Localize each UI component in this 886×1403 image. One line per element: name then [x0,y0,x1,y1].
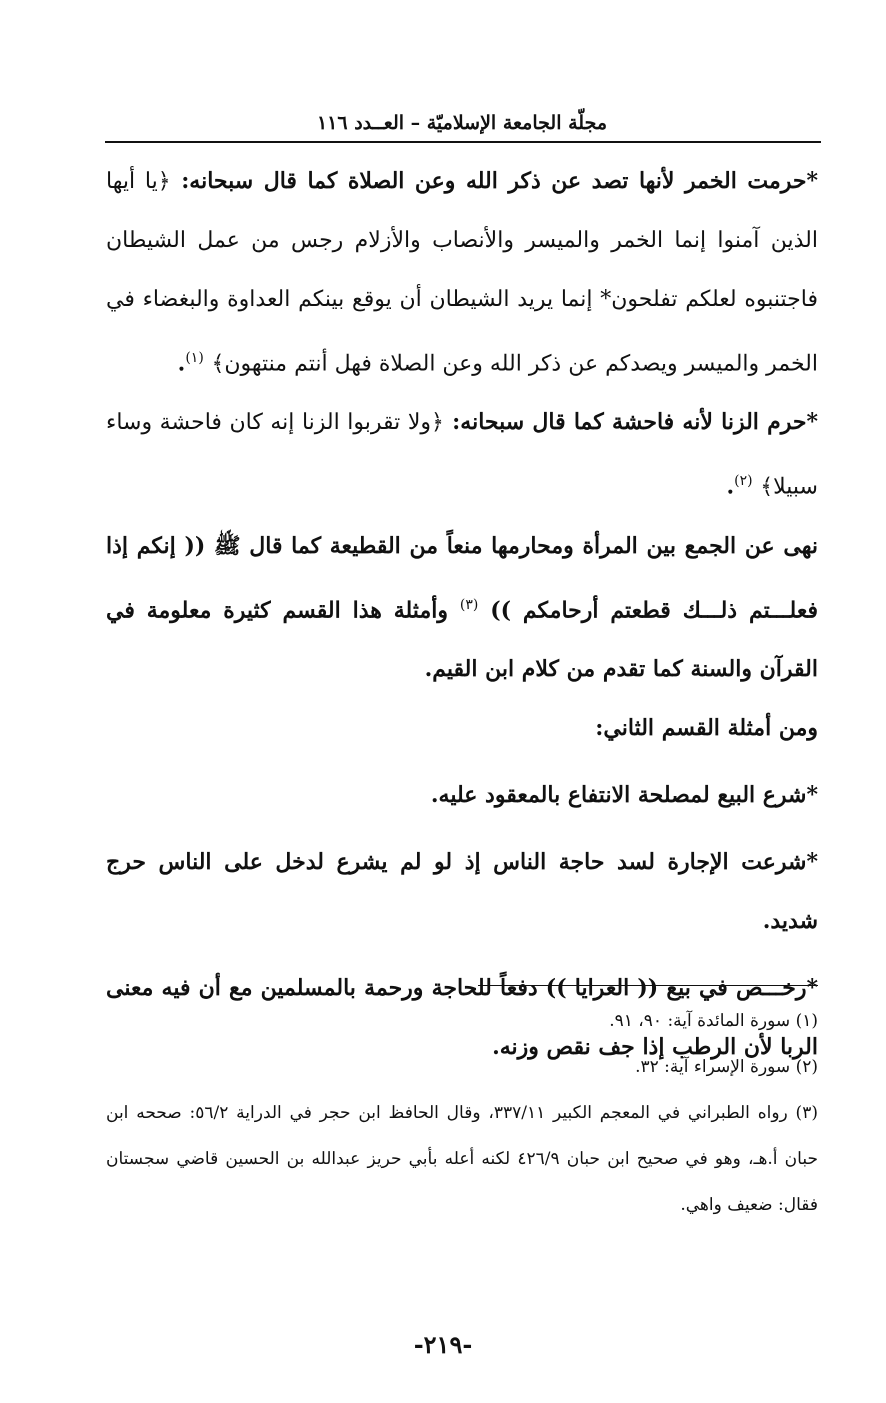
header-divider [105,141,821,143]
footnote-divider [478,985,818,986]
footnote-ref-1: (١) [185,350,204,366]
footnote-1: (١) سورة المائدة آية: ٩٠، ٩١. [609,1011,818,1031]
section-heading-second: ومن أمثلة القسم الثاني: [595,714,818,741]
footnote-ref-2: (٢) [734,473,753,490]
quran-verse-isra: ﴿ولا تقربوا الزنا إنه كان فاحشة وساء سبيلا﴾ [106,410,818,500]
paragraph-kinship-text: نهى عن الجمع بين المرأة ومحارمها منعاً من القطيعة كما قال ﷺ (( إنكم إذا فعلـــتم ذلـــك قطعتم أرحامكم )) [106,532,818,623]
paragraph-kinship-tail: وأمثلة هذا القسم كثيرة معلومة في القرآن والسنة كما تقدم من كلام ابن القيم. [106,596,818,682]
paragraph-zina: *حرم الزنا لأنه فاحشة كما قال سبحانه: ﴿ولا تقربوا الزنا إنه كان فاحشة وساء سبيلا﴾ $^{(٢)}$. [106,409,818,500]
running-header: مجلّة الجامعة الإسلاميّة – العــدد ١١٦ [316,112,608,134]
main-text [106,152,818,1077]
footnote-2: (٢) سورة الإسراء آية: ٣٢. [635,1057,818,1077]
paragraph-sale: *شرع البيع لمصلحة الانتفاع بالمعقود عليه. [430,781,818,808]
footnote-3: (٣) رواه الطبراني في المعجم الكبير ٣٣٧/١١، وقال الحافظ ابن حجر في الدراية ٥٦/٢: صححه ابن حبان أ.هـ، وهو في صحيح ابن حبان ٤٢٦/٩ لكنه أعله بأبي حريز عبدالله بن الحسين قاضي سجستان فقال: ضعيف واهي. [106,1103,818,1215]
paragraph-wine-intro: *حرمت الخمر لأنها تصد عن ذكر الله وعن الصلاة كما قال سبحانه: [181,168,818,194]
page-number: -٢١٩- [413,1330,473,1359]
footnote-ref-3: (٣) [459,596,479,613]
paragraph-araya: *رخـــص في بيع (( العرايا )) دفعاً للحاجة ورحمة بالمسلمين مع أن فيه معنى الربا لأن الرطب إذا جف نقص وزنه. [106,974,818,1060]
paragraph-lease: *شرعت الإجارة لسد حاجة الناس إذ لو لم يشرع لدخل على الناس حرج شديد. [106,848,818,934]
paragraph-wine: *حرمت الخمر لأنها تصد عن ذكر الله وعن الصلاة كما قال سبحانه: ﴿يا أيها الذين آمنوا إنما الخمر والميسر والأنصاب والأزلام رجس من عمل الشيطان فاجتنبوه لعلكم تفلحون* إنما يريد الشيطان أن يوقع بينكم العداوة والبغضاء في الخمر والميسر ويصدكم عن ذكر الله وعن الصلاة فهل أنتم منتهون﴾ $^{(١)}$. [106,168,818,377]
paragraph-kinship [106,517,818,699]
footnotes [106,998,818,1228]
quran-verse-maidah: ﴿يا أيها الذين آمنوا إنما الخمر والميسر والأنصاب والأزلام رجس من عمل الشيطان فاجتنبوه لعلكم تفلحون* إنما يريد الشيطان أن يوقع بينكم العداوة والبغضاء في الخمر والميسر ويصدكم عن ذكر الله وعن الصلاة فهل أنتم منتهون﴾ [106,169,818,377]
paragraph-zina-intro: *حرم الزنا لأنه فاحشة كما قال سبحانه: [452,409,818,436]
